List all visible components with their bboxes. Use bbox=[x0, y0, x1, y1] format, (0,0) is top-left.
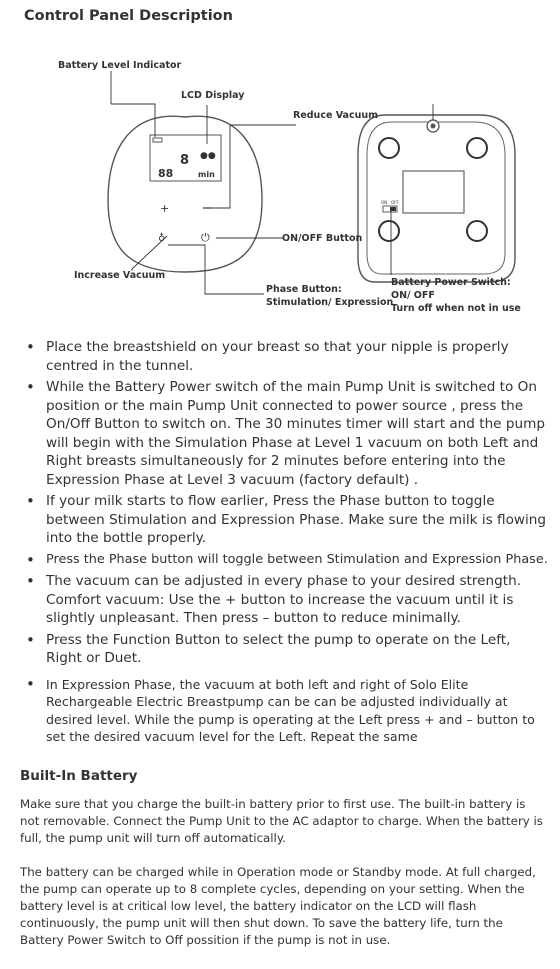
label-phase-button-2: Stimulation/ Expression bbox=[266, 297, 394, 308]
back-label-panel bbox=[403, 171, 464, 213]
instruction-list bbox=[18, 338, 548, 749]
list-item: • The vacuum can be adjusted in every phase to your desired strength. Comfort vacuum: Use the + button to increase the vacuum until it is slightly unpleasant. Then press – button to reduce minimally. bbox=[18, 572, 548, 628]
foot-top-right bbox=[467, 138, 487, 158]
label-lcd-display: LCD Display bbox=[181, 90, 245, 101]
label-on-off-button: ON/OFF Button bbox=[282, 233, 363, 244]
label-increase-vacuum: Increase Vacuum bbox=[74, 270, 166, 281]
power-icon[interactable]: ⏻ bbox=[201, 231, 210, 244]
page-title: Control Panel Description bbox=[24, 8, 233, 24]
pump-back-view bbox=[358, 115, 515, 282]
phase-button-icon[interactable]: ♁ bbox=[158, 233, 166, 244]
lcd-unit: min bbox=[198, 170, 215, 179]
list-item: • While the Battery Power switch of the main Pump Unit is switched to On position or the main Pump Unit connected to power source , press the On/Off Button to switch on. The 30 minutes timer will start and the pump will begin with the Simulation Phase at Level 1 vacuum on both Left and Right breasts simultaneously for 2 minutes before entering into the Expression Phase at Level 3 vacuum (factory default) . bbox=[18, 378, 548, 489]
list-item: • Press the Function Button to select the pump to operate on the Left, Right or Duet. bbox=[18, 631, 548, 668]
list-item: • Press the Phase button will toggle between Stimulation and Expression Phase. bbox=[18, 551, 548, 570]
plus-button[interactable]: + bbox=[160, 202, 170, 215]
control-panel-diagram bbox=[0, 40, 560, 325]
drop-icon: ●● bbox=[200, 151, 216, 161]
battery-paragraph-1: Make sure that you charge the built-in battery prior to first use. The built-in battery is not removable. Connect the Pump Unit to the AC adaptor to charge. When the battery is full, the pump unit will turn off automatically. bbox=[20, 797, 543, 845]
list-item: • If your milk starts to flow earlier, Press the Phase button to toggle between Stimulation and Expression Phase. Make sure the milk is flowing into the bottle properly. bbox=[18, 492, 548, 548]
label-battery-switch-1: Battery Power Switch: bbox=[391, 277, 511, 288]
lcd-display bbox=[150, 135, 221, 181]
lcd-time: 88 bbox=[158, 167, 174, 180]
label-battery-level-indicator: Battery Level Indicator bbox=[58, 60, 182, 71]
label-battery-switch-3: Turn off when not in use bbox=[391, 303, 521, 314]
label-reduce-vacuum: Reduce Vacuum bbox=[293, 110, 379, 121]
list-item: • Place the breastshield on your breast so that your nipple is properly centred in the tunnel. bbox=[18, 338, 548, 375]
section-title-battery: Built-In Battery bbox=[20, 768, 138, 784]
battery-paragraph-2: The battery can be charged while in Operation mode or Standby mode. At full charged, the pump can operate up to 8 complete cycles, depending on your setting. When the battery level is at critical low level, the battery indicator on the LCD will flash continuously, the pump unit will then shut down. To save the battery life, turn the Battery Power Switch to Off possition if the pump is not in use. bbox=[20, 865, 536, 947]
lcd-level: 8 bbox=[180, 153, 190, 168]
foot-bottom-left bbox=[379, 221, 399, 241]
label-battery-switch-2: ON/ OFF bbox=[391, 290, 435, 301]
list-item: • In Expression Phase, the vacuum at both left and right of Solo Elite Rechargeable Electric Breastpump can be can be adjusted individually at desired level. While the pump is operating at the Left press + and – button to set the desired vacuum level for the Left. Repeat the same bbox=[18, 676, 548, 746]
foot-top-left bbox=[379, 138, 399, 158]
label-phase-button-1: Phase Button: bbox=[266, 284, 342, 295]
switch-on-label: ON bbox=[381, 200, 388, 205]
foot-bottom-right bbox=[467, 221, 487, 241]
switch-off-label: OFF bbox=[391, 200, 399, 205]
